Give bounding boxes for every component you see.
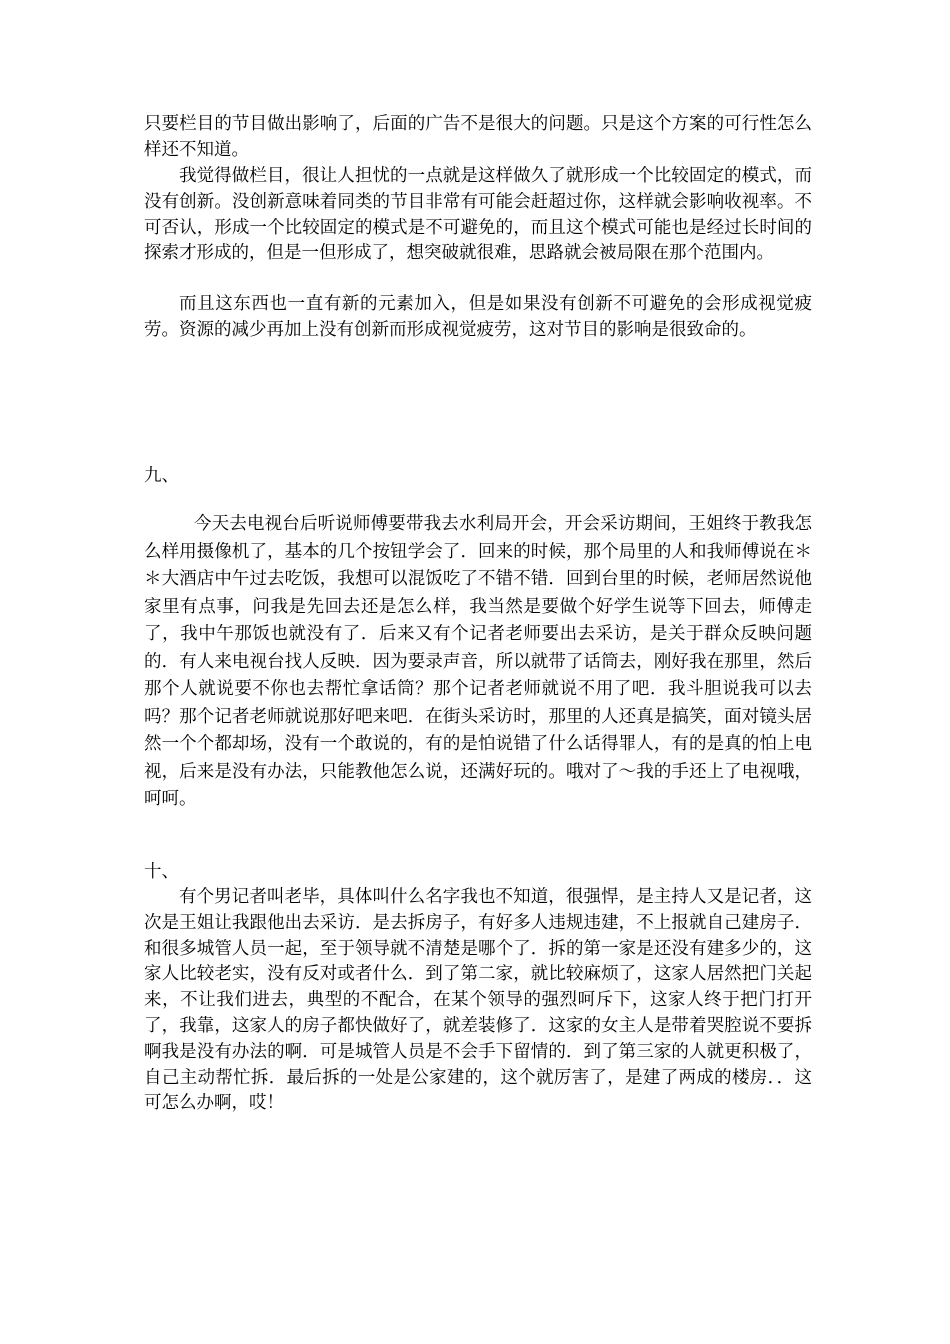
paragraph-feasibility: 只要栏目的节目做出影响了，后面的广告不是很大的问题。只是这个方案的可行性怎么样还不知道。: [144, 114, 812, 160]
paragraph-visual-fatigue: 而且这东西也一直有新的元素加入，但是如果没有创新不可避免的会形成视觉疲劳。资源的减少再加上没有创新而形成视觉疲劳，这对节目的影响是很致命的。: [144, 294, 812, 340]
section-nine-body: 今天去电视台后听说师傅要带我去水利局开会，开会采访期间，王姐终于教我怎么样用摄像机了，基本的几个按钮学会了．回来的时候，那个局里的人和我师傅说在＊＊大酒店中午过去吃饭，我想可以混饭吃了不错不错．回到台里的时候，老师居然说他家里有点事，问我是先回去还是怎么样，我当然是要做个好学生说等下回去，师傅走了，我中午那饭也就没有了．后来又有个记者老师要出去采访，是关于群众反映问题的．有人来电视台找人反映．因为要录声音，所以就带了话筒去，刚好我在那里，然后那个人就说要不你也去帮忙拿话筒？那个记者老师就说不用了吧．我斗胆说我可以去吗？那个记者老师就说那好吧来吧．在街头采访时，那里的人还真是搞笑，面对镜头居然一个个都却场，没有一个敢说的，有的是怕说错了什么话得罪人，有的是真的怕上电视，后来是没有办法，只能教他怎么说，还满好玩的。哦对了～我的手还上了电视哦，呵呵。: [144, 514, 812, 809]
section-heading-nine: 九、: [144, 466, 179, 486]
section-ten-body: 有个男记者叫老毕，具体叫什么名字我也不知道，很强悍，是主持人又是记者，这次是王姐让我跟他出去采访．是去拆房子，有好多人违规违建，不上报就自己建房子．和很多城管人员一起，至于领导就不清楚是哪个了．拆的第一家是还没有建多少的，这家人比较老实，没有反对或者什么．到了第二家，就比较麻烦了，这家人居然把门关起来，不让我们进去，典型的不配合，在某个领导的强烈呵斥下，这家人终于把门打开了，我靠，这家人的房子都快做好了，就差装修了．这家的女主人是带着哭腔说不要拆啊我是没有办法的啊．可是城管人员是不会手下留情的．到了第三家的人就更积极了，自己主动帮忙拆．最后拆的一处是公家建的，这个就厉害了，是建了两成的楼房．．这可怎么办啊，哎！: [144, 887, 812, 1114]
section-heading-ten: 十、: [144, 862, 179, 882]
paragraph-fixed-pattern-concern: 我觉得做栏目，很让人担忧的一点就是这样做久了就形成一个比较固定的模式，而没有创新。没创新意味着同类的节目非常有可能会赶超过你，这样就会影响收视率。不可否认，形成一个比较固定的模式是不可避免的，而且这个模式可能也是经过长时间的探索才形成的，但是一但形成了，想突破就很难，思路就会被局限在那个范围内。: [144, 166, 812, 264]
